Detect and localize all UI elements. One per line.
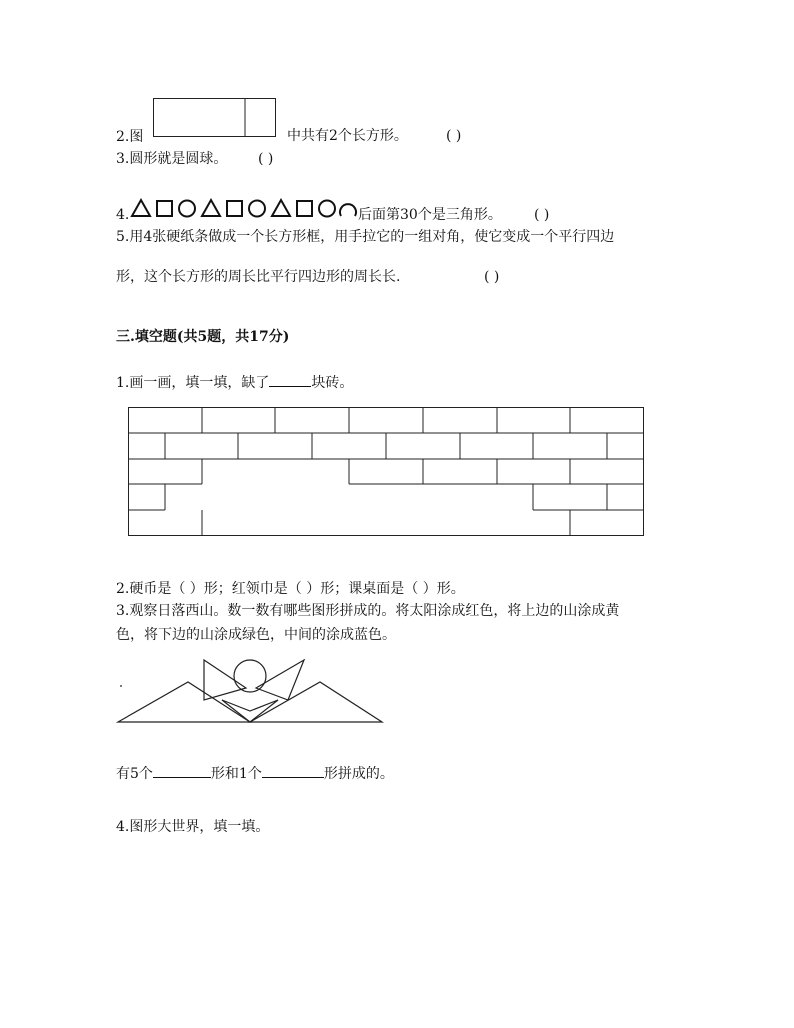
fill-q3-ans-c: 形拼成的。 (323, 766, 394, 782)
fill-q1-suffix: 块砖。 (311, 375, 354, 391)
rectangle-figure (153, 98, 277, 138)
square-shape (297, 201, 312, 216)
shape-sequence (130, 198, 360, 218)
fill-q3-line2: 色，将下边的山涂成绿色，中间的涂成蓝色。 (116, 627, 396, 643)
square-shape (227, 201, 242, 216)
q4-suffix: 后面第30个是三角形。 (358, 207, 502, 223)
section-heading: 三.填空题(共5题，共17分) (116, 329, 290, 345)
circle-shape (319, 201, 335, 217)
circle-shape (179, 201, 195, 217)
fill-q2: 2.硬币是（ ）形；红领巾是（ ）形；课桌面是（ ）形。 (116, 581, 465, 597)
q2-answer-paren[interactable]: ( ) (446, 128, 462, 144)
brick-wall (127, 406, 645, 536)
upper-mountain-left (204, 660, 246, 700)
sunset-mountains-figure (116, 656, 388, 726)
triangle-shape (272, 200, 290, 216)
lower-mountain-left (118, 682, 250, 722)
circle-shape (340, 204, 356, 216)
fill-q3-blank-2[interactable] (262, 763, 324, 778)
fill-q1-prefix: 1.画一画，填一填，缺了 (116, 375, 270, 391)
q4-answer-paren[interactable]: ( ) (534, 207, 550, 223)
square-shape (157, 201, 172, 216)
triangle-shape (202, 200, 220, 216)
lower-mountain-right (250, 682, 382, 722)
q5-answer-paren[interactable]: ( ) (484, 269, 500, 285)
q3-text: 3.圆形就是圆球。 (116, 151, 228, 167)
sun-circle (234, 660, 266, 692)
fill-q3-line1: 3.观察日落西山。数一数有哪些图形拼成的。将太阳涂成红色，将上边的山涂成黄 (116, 603, 620, 619)
q2-suffix: 中共有2个长方形。 (287, 128, 408, 144)
fill-q1 (116, 372, 353, 392)
q4-prefix: 4. (116, 207, 130, 223)
q2-prefix: 2.图 (116, 129, 144, 145)
q5-line2: 形，这个长方形的周长比平行四边形的周长长. (116, 269, 401, 285)
fill-q4: 4.图形大世界，填一填。 (116, 819, 270, 835)
fill-q3-ans-a: 有5个 (116, 766, 153, 782)
triangle-shape (132, 200, 150, 216)
q3-answer-paren[interactable]: ( ) (258, 151, 274, 167)
q5-line1: 5.用4张硬纸条做成一个长方形框，用手拉它的一组对角，使它变成一个平行四边 (116, 229, 615, 245)
fill-q3-blank-1[interactable] (153, 763, 211, 778)
fill-q1-blank[interactable] (269, 372, 311, 387)
fill-q3-ans-b: 形和1个 (210, 766, 262, 782)
circle-shape (249, 201, 265, 217)
fill-q3-answer (116, 763, 394, 783)
